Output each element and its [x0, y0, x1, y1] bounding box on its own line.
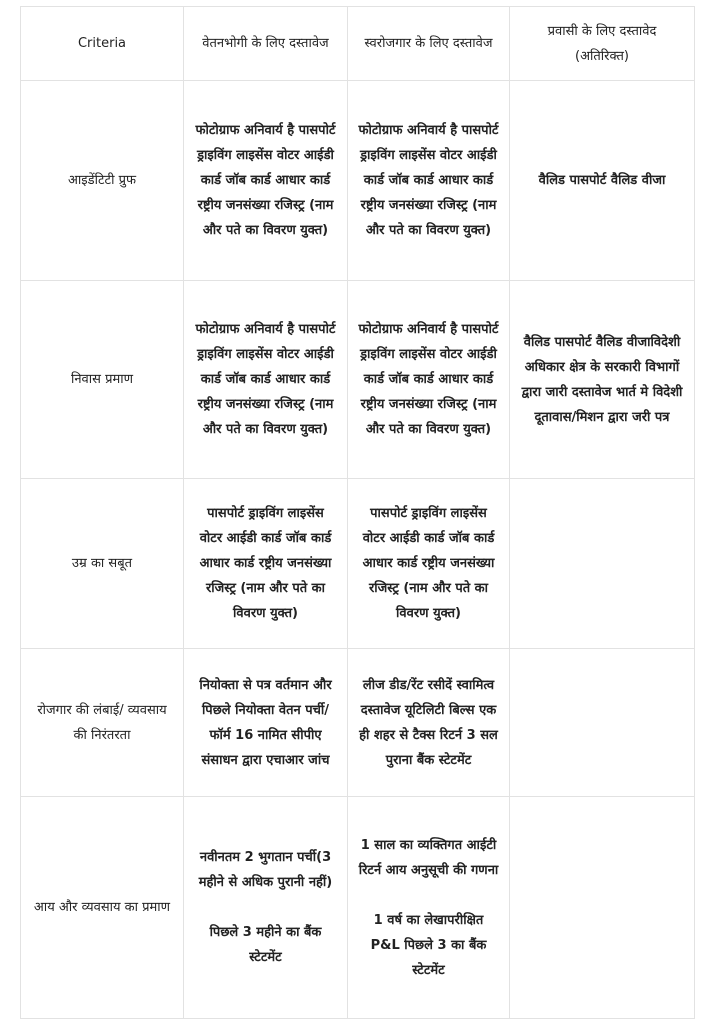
table-row: [21, 649, 695, 797]
self-employed-cell: फोटोग्राफ अनिवार्य है पासपोर्ट ड्राइविंग लाइसेंस वोटर आईडी कार्ड जॉब कार्ड आधार कार्ड रष्ट्रीय जनसंख्या रजिस्ट्र (नाम और पते का विवरण युक्त): [348, 81, 510, 281]
salaried-cell: फोटोग्राफ अनिवार्य है पासपोर्ट ड्राइविंग लाइसेंस वोटर आईडी कार्ड जॉब कार्ड आधार कार्ड रष्ट्रीय जनसंख्या रजिस्ट्र (नाम और पते का विवरण युक्त): [184, 81, 348, 281]
criteria-cell: आय और व्यवसाय का प्रमाण: [21, 797, 184, 1019]
documents-table: [20, 6, 695, 1019]
nri-cell: वैलिड पासपोर्ट वैलिड वीजा: [510, 81, 695, 281]
header-criteria: Criteria: [21, 7, 184, 81]
salaried-cell: फोटोग्राफ अनिवार्य है पासपोर्ट ड्राइविंग लाइसेंस वोटर आईडी कार्ड जॉब कार्ड आधार कार्ड रष्ट्रीय जनसंख्या रजिस्ट्र (नाम और पते का विवरण युक्त): [184, 281, 348, 479]
self-employed-cell: लीज डीड/रेंट रसीदें स्वामित्व दस्तावेज यूटिलिटी बिल्स एक ही शहर से टैक्स रिटर्न 3 सल पुराना बैंक स्टेटमेंट: [348, 649, 510, 797]
table-row: [21, 797, 695, 1019]
salaried-cell: नियोक्ता से पत्र वर्तमान और पिछले नियोक्ता वेतन पर्ची/फॉर्म 16 नामित सीपीए संसाधन द्वारा एचाआर जांच: [184, 649, 348, 797]
table-row: [21, 479, 695, 649]
criteria-cell: आइडेंटिटी प्रुफ: [21, 81, 184, 281]
nri-cell: [510, 649, 695, 797]
nri-cell: [510, 797, 695, 1019]
self-employed-cell: 1 साल का व्यक्तिगत आईटी रिटर्न आय अनुसूची की गणना 1 वर्ष का लेखापरीक्षित P&L पिछले 3 का बैंक स्टेटमेंट: [348, 797, 510, 1019]
header-salaried: वेतनभोगी के लिए दस्तावेज: [184, 7, 348, 81]
criteria-cell: उम्र का सबूत: [21, 479, 184, 649]
header-self-employed: स्वरोजगार के लिए दस्तावेज: [348, 7, 510, 81]
salaried-cell: नवीनतम 2 भुगतान पर्ची(3 महीने से अधिक पुरानी नहीं) पिछले 3 महीने का बैंक स्टेटमेंट: [184, 797, 348, 1019]
criteria-cell: निवास प्रमाण: [21, 281, 184, 479]
table-header-row: [21, 7, 695, 81]
header-nri: प्रवासी के लिए दस्तावेद (अतिरिक्त): [510, 7, 695, 81]
salaried-cell: पासपोर्ट ड्राइविंग लाइसेंस वोटर आईडी कार्ड जॉब कार्ड आधार कार्ड रष्ट्रीय जनसंख्या रजिस्ट्र (नाम और पते का विवरण युक्त): [184, 479, 348, 649]
criteria-cell: रोजगार की लंबाई/ व्यवसाय की निरंतरता: [21, 649, 184, 797]
nri-cell: [510, 479, 695, 649]
self-employed-cell: पासपोर्ट ड्राइविंग लाइसेंस वोटर आईडी कार्ड जॉब कार्ड आधार कार्ड रष्ट्रीय जनसंख्या रजिस्ट्र (नाम और पते का विवरण युक्त): [348, 479, 510, 649]
table-row: [21, 281, 695, 479]
nri-cell: वैलिड पासपोर्ट वैलिड वीजाविदेशी अधिकार क्षेत्र के सरकारी विभागों द्वारा जारी दस्तावेज भार्त मे विदेशी दूतावास/मिशन द्वारा जरी पत्र: [510, 281, 695, 479]
self-employed-cell: फोटोग्राफ अनिवार्य है पासपोर्ट ड्राइविंग लाइसेंस वोटर आईडी कार्ड जॉब कार्ड आधार कार्ड रष्ट्रीय जनसंख्या रजिस्ट्र (नाम और पते का विवरण युक्त): [348, 281, 510, 479]
table-row: [21, 81, 695, 281]
